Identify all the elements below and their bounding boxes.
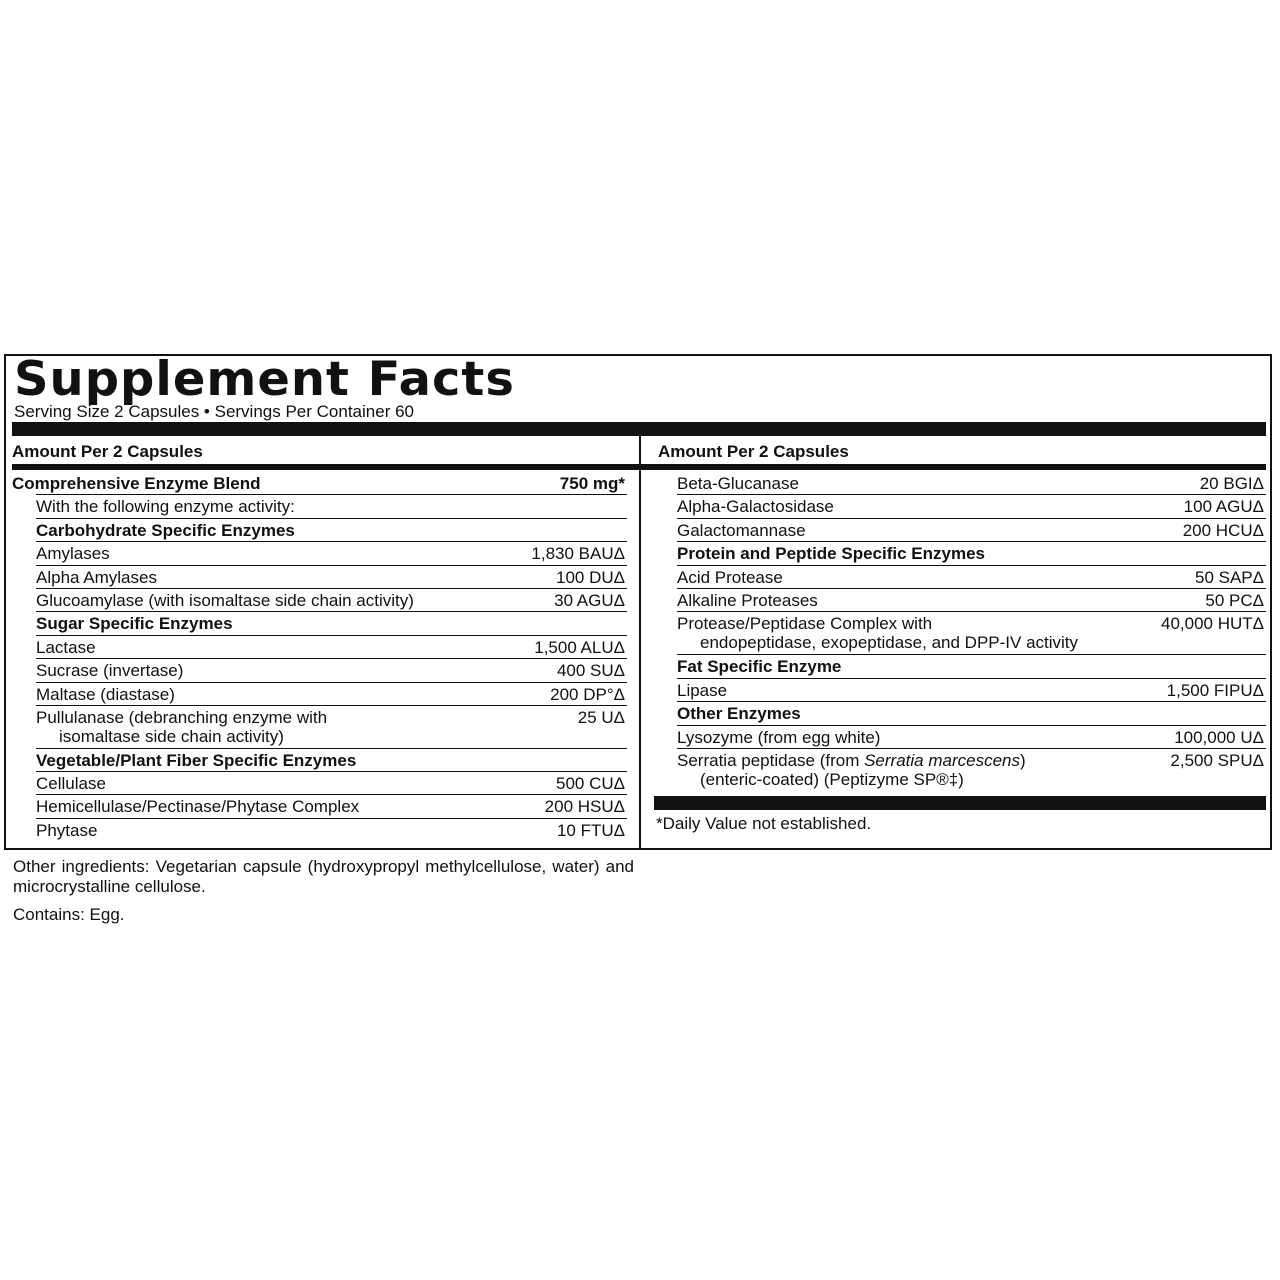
ingredient-name (677, 751, 1026, 789)
row-divider (36, 748, 627, 749)
right-amount-header: Amount Per 2 Capsules (658, 442, 849, 461)
ingredient-row (36, 638, 627, 661)
ingredient-name-text: Alkaline Proteases (677, 591, 818, 610)
ingredient-name-italic: Serratia marcescens (864, 751, 1020, 770)
row-divider (36, 611, 627, 612)
ingredient-name (677, 521, 806, 540)
ingredient-amount: 2,500 SPUΔ (1170, 751, 1264, 770)
ingredient-amount: 20 BGIΔ (1199, 474, 1264, 493)
ingredient-name-text: Comprehensive Enzyme Blend (12, 474, 261, 493)
ingredient-name (36, 685, 175, 704)
other-ingredients: Other ingredients: Vegetarian capsule (hydroxypropyl methylcellulose, water) and microcrystalline cellulose. (13, 857, 634, 896)
ingredient-name-text: Fat Specific Enzyme (677, 657, 842, 677)
section-heading-row (677, 704, 1266, 727)
ingredient-name (12, 474, 260, 493)
row-divider (677, 748, 1266, 749)
ingredient-amount: 750 mg* (559, 474, 625, 493)
ingredient-amount: 100 DUΔ (556, 567, 625, 587)
ingredient-row (677, 681, 1266, 704)
ingredient-name-text: Carbohydrate Specific Enzymes (36, 520, 295, 540)
row-divider (36, 588, 627, 589)
row-divider (36, 705, 627, 706)
ingredient-name (677, 568, 783, 587)
row-divider (677, 588, 1266, 589)
ingredient-name-text: Acid Protease (677, 567, 783, 587)
ingredient-amount: 200 DP°Δ (550, 684, 625, 704)
row-divider (36, 494, 627, 495)
ingredient-name-text: Sucrase (invertase) (36, 661, 184, 681)
ingredient-name (36, 797, 359, 816)
ingredient-row (36, 821, 627, 844)
ingredient-name (36, 638, 96, 657)
section-heading-row (36, 614, 627, 637)
ingredient-row (36, 774, 627, 797)
ingredient-amount: 100 AGUΔ (1183, 497, 1264, 517)
row-divider (677, 725, 1266, 726)
section-heading-row (12, 474, 627, 497)
section-heading-row (36, 751, 627, 774)
ingredient-name (36, 661, 183, 680)
ingredient-amount: 100,000 UΔ (1174, 727, 1264, 747)
ingredient-amount: 400 SUΔ (556, 661, 625, 681)
ingredient-name (36, 774, 106, 793)
ingredient-row (36, 708, 627, 751)
ingredient-name (677, 544, 985, 563)
ingredient-row (36, 568, 627, 591)
ingredient-name (36, 708, 327, 746)
row-divider (36, 682, 627, 683)
ingredient-amount: 10 FTUΔ (556, 820, 625, 840)
ingredient-name-text: Sugar Specific Enzymes (36, 614, 233, 634)
row-divider (36, 518, 627, 519)
ingredient-row (677, 614, 1266, 657)
ingredient-name (36, 497, 295, 516)
ingredient-name (677, 728, 880, 747)
ingredient-name-text: Amylases (36, 544, 110, 564)
row-divider (36, 794, 627, 795)
left-amount-rule (12, 464, 639, 470)
ingredient-name-text: Serratia peptidase (from (677, 751, 865, 770)
ingredient-name (36, 614, 233, 633)
top-divider-bar (12, 422, 1266, 436)
ingredient-row (677, 497, 1266, 520)
ingredient-name (677, 591, 818, 610)
ingredient-name-text: Hemicellulase/Pectinase/Phytase Complex (36, 797, 360, 817)
allergen-contains: Contains: Egg. (13, 905, 125, 924)
ingredient-row (36, 497, 627, 520)
row-divider (677, 541, 1266, 542)
section-heading-row (677, 657, 1266, 680)
ingredient-amount: 50 SAPΔ (1194, 567, 1264, 587)
ingredient-name (677, 614, 1078, 652)
ingredient-name (36, 591, 414, 610)
ingredient-name (36, 821, 97, 840)
ingredient-row (677, 521, 1266, 544)
ingredient-name (36, 751, 356, 770)
ingredient-amount: 500 CUΔ (556, 774, 625, 793)
ingredient-name (677, 681, 727, 700)
ingredient-amount: 1,500 ALUΔ (534, 637, 625, 657)
row-divider (677, 518, 1266, 519)
row-divider (36, 818, 627, 819)
ingredient-row (36, 685, 627, 708)
ingredient-row (677, 728, 1266, 751)
row-divider (677, 565, 1266, 566)
row-divider (36, 771, 627, 772)
ingredient-name (36, 544, 110, 563)
ingredient-name-continued: (enteric-coated) (Peptizyme SP®‡) (700, 770, 964, 789)
row-divider (677, 611, 1266, 612)
row-divider (677, 678, 1266, 679)
panel-title: Supplement Facts (14, 352, 515, 407)
ingredient-name (677, 497, 834, 516)
ingredient-name-text: Lipase (677, 680, 728, 700)
ingredient-row (36, 797, 627, 820)
ingredient-name-text: Maltase (diastase) (36, 684, 175, 704)
ingredient-amount: 200 HCUΔ (1182, 520, 1264, 540)
ingredient-name-text: Alpha Amylases (36, 567, 157, 587)
ingredient-name-text: Protease/Peptidase Complex with (677, 614, 933, 634)
ingredient-row (677, 568, 1266, 591)
ingredient-amount: 50 PCΔ (1205, 591, 1264, 610)
ingredient-row (36, 661, 627, 684)
ingredient-name-text: With the following enzyme activity: (36, 497, 295, 517)
ingredient-name-text: Beta-Glucanase (677, 474, 799, 493)
ingredient-name (677, 704, 801, 723)
ingredient-amount: 200 HSUΔ (544, 797, 625, 817)
ingredient-amount: 1,500 FIPUΔ (1166, 680, 1264, 700)
ingredient-row (677, 751, 1266, 794)
ingredient-name-text: Lactase (36, 637, 96, 657)
ingredient-amount: 40,000 HUTΔ (1160, 614, 1264, 634)
ingredient-name (677, 657, 841, 676)
supplement-facts-panel (4, 354, 1272, 850)
ingredient-amount: 1,830 BAUΔ (531, 544, 625, 564)
section-heading-row (677, 544, 1266, 567)
ingredient-name-text: Lysozyme (from egg white) (677, 727, 881, 747)
right-amount-rule (641, 464, 1266, 470)
ingredient-name (36, 568, 157, 587)
column-divider (639, 436, 641, 850)
ingredient-row (677, 591, 1266, 614)
row-divider (36, 565, 627, 566)
bottom-divider-bar (654, 796, 1266, 810)
daily-value-footnote: *Daily Value not established. (656, 814, 872, 833)
ingredient-name-text: Other Enzymes (677, 704, 801, 724)
ingredient-amount: 30 AGUΔ (554, 591, 625, 610)
row-divider (677, 494, 1266, 495)
row-divider (36, 541, 627, 542)
ingredient-row (677, 474, 1266, 497)
left-amount-header: Amount Per 2 Capsules (12, 442, 203, 461)
ingredient-name-text: Protein and Peptide Specific Enzymes (677, 544, 985, 564)
ingredient-name-text: Alpha-Galactosidase (677, 497, 834, 517)
ingredient-name-continued: endopeptidase, exopeptidase, and DPP-IV activity (700, 633, 1079, 653)
section-heading-row (36, 521, 627, 544)
ingredient-name-text: Galactomannase (677, 520, 806, 540)
ingredient-name-text: Cellulase (36, 774, 106, 793)
row-divider (36, 635, 627, 636)
ingredient-name-text: Phytase (36, 820, 98, 840)
ingredient-name-tail: ) (1019, 751, 1026, 770)
ingredient-name-text: Pullulanase (debranching enzyme with (36, 708, 328, 727)
serving-info: Serving Size 2 Capsules • Servings Per Container 60 (14, 402, 414, 421)
row-divider (677, 654, 1266, 655)
ingredient-row (36, 544, 627, 567)
row-divider (677, 701, 1266, 702)
ingredient-amount: 25 UΔ (577, 708, 625, 727)
ingredient-name (677, 474, 799, 493)
ingredient-name-continued: isomaltase side chain activity) (59, 727, 284, 746)
row-divider (36, 658, 627, 659)
ingredient-row (36, 591, 627, 614)
ingredient-name (36, 521, 295, 540)
ingredient-name-text: Glucoamylase (with isomaltase side chain activity) (36, 591, 414, 610)
ingredient-name-text: Vegetable/Plant Fiber Specific Enzymes (36, 750, 357, 770)
